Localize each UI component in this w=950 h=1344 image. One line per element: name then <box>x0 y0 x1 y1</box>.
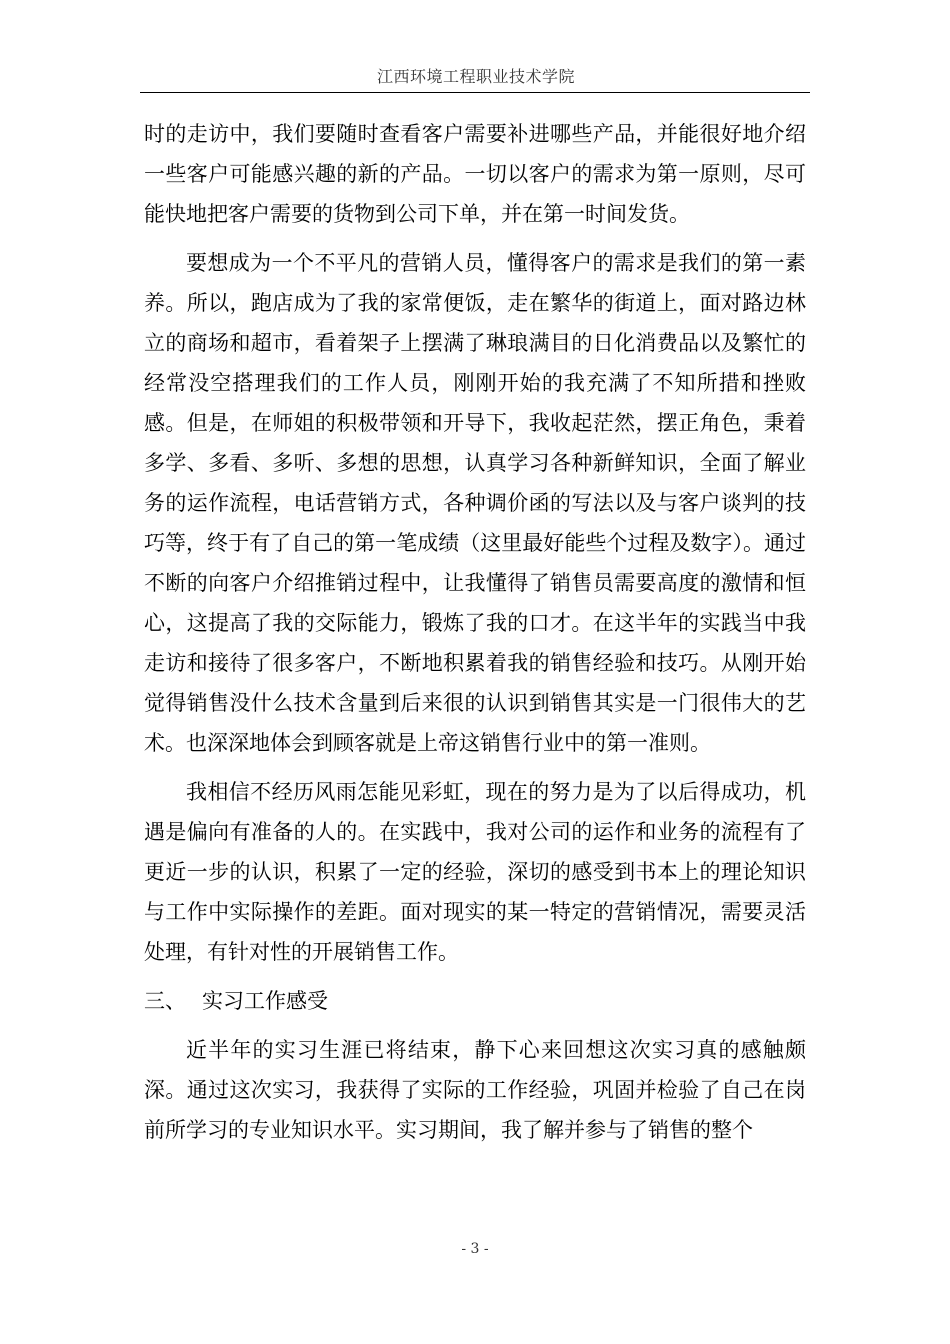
page-header-title: 江西环境工程职业技术学院 <box>376 67 575 86</box>
document-body <box>144 114 806 1150</box>
header-divider <box>140 92 810 93</box>
paragraph: 我相信不经历风雨怎能见彩虹，现在的努力是为了以后得成功，机遇是偏向有准备的人的。在实践中，我对公司的运作和业务的流程有了更近一步的认识，积累了一定的经验，深切的感受到书本上的理论知识与工作中实际操作的差距。面对现实的某一特定的营销情况，需要灵活处理，有针对性的开展销售工作。 <box>144 780 806 964</box>
section-number: 三、 <box>144 989 186 1013</box>
paragraph-continued: 时的走访中，我们要随时查看客户需要补进哪些产品，并能很好地介绍一些客户可能感兴趣的新的产品。一切以客户的需求为第一原则，尽可能快地把客户需要的货物到公司下单，并在第一时间发货。 <box>144 122 806 226</box>
paragraph: 近半年的实习生涯已将结束，静下心来回想这次实习真的感触颇深。通过这次实习，我获得了实际的工作经验，巩固并检验了自己在岗前所学习的专业知识水平。实习期间，我了解并参与了销售的整个 <box>144 1038 806 1142</box>
section-title: 实习工作感受 <box>202 989 328 1013</box>
paragraph: 要想成为一个不平凡的营销人员，懂得客户的需求是我们的第一素养。所以，跑店成为了我的家常便饭，走在繁华的街道上，面对路边林立的商场和超市，看着架子上摆满了琳琅满目的日化消费品以及繁忙的经常没空搭理我们的工作人员，刚刚开始的我充满了不知所措和挫败感。但是，在师姐的积极带领和开导下，我收起茫然，摆正角色，秉着多学、多看、多听、多想的思想，认真学习各种新鲜知识，全面了解业务的运作流程，电话营销方式，各种调价函的写法以及与客户谈判的技巧等，终于有了自己的第一笔成绩（这里最好能些个过程及数字）。通过不断的向客户介绍推销过程中，让我懂得了销售员需要高度的激情和恒心，这提高了我的交际能力，锻炼了我的口才。在这半年的实践当中我走访和接待了很多客户，不断地积累着我的销售经验和技巧。从刚开始觉得销售没什么技术含量到后来很的认识到销售其实是一门很伟大的艺术。也深深地体会到顾客就是上帝这销售行业中的第一准则。 <box>144 251 806 755</box>
section-heading <box>144 981 806 1021</box>
page-number: - 3 - <box>461 1241 489 1257</box>
